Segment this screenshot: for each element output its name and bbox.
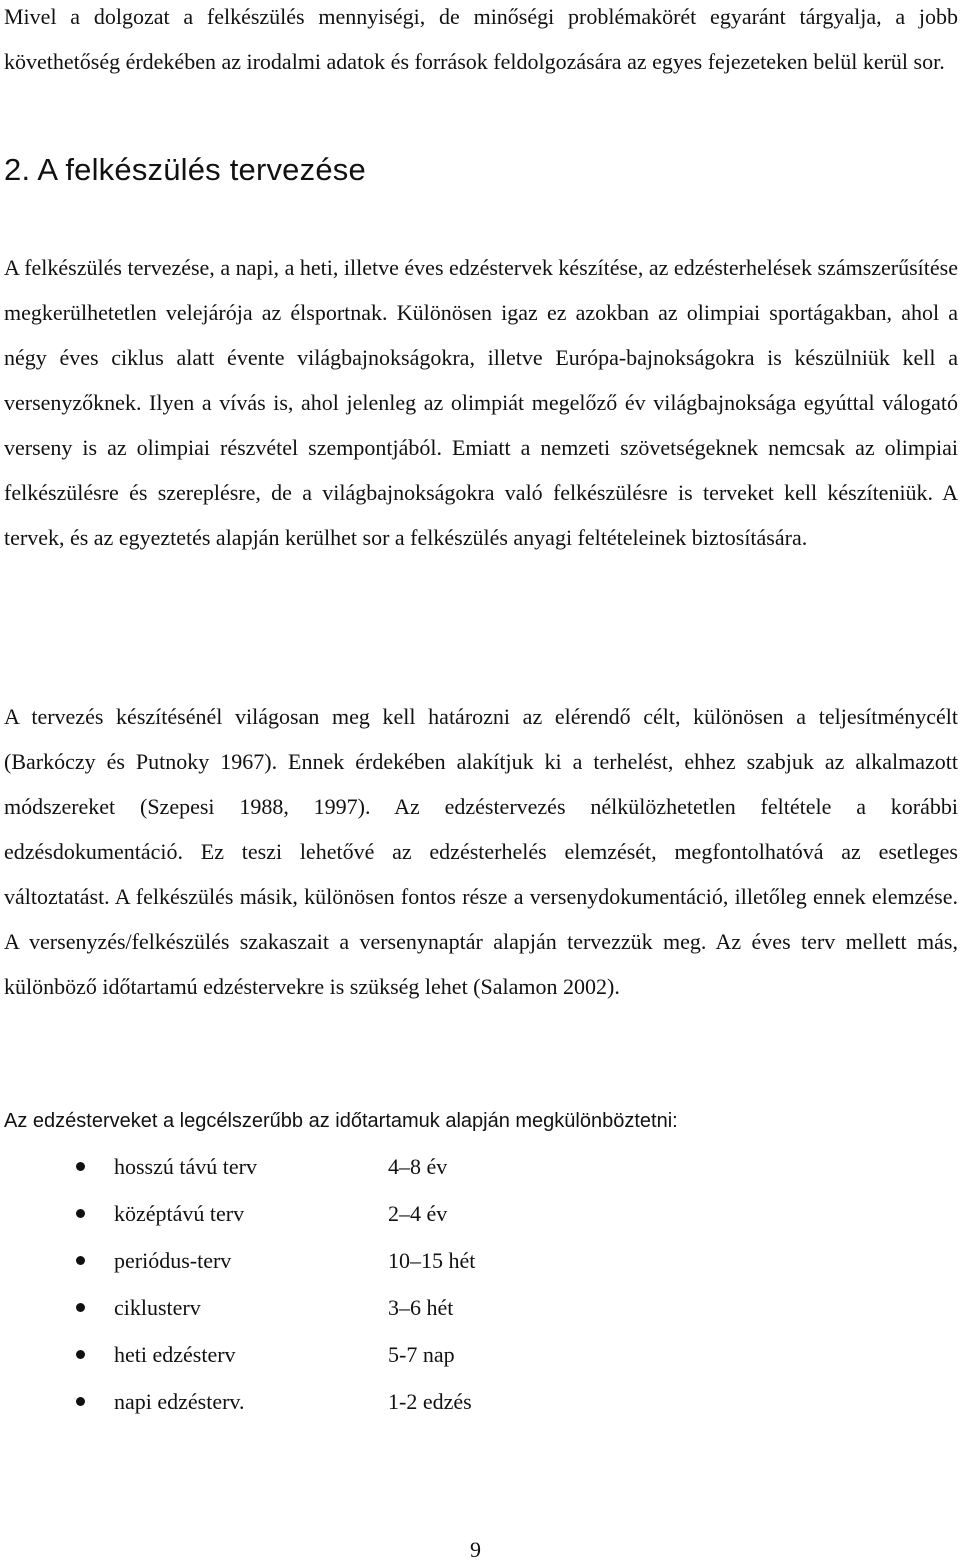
body-paragraph-goals: A tervezés készítésénél világosan meg kell határozni az elérendő célt, különösen a teljesítménycélt (Barkóczy és Putnoky 1967). Ennek érdekében alakítjuk ki a terhelést, ehhez szabjuk az alkalmazott módszereket (Szepesi 1988, 1997). Az edzéstervezés nélkülözhetetlen feltétele a korábbi edzésdokumentáció. Ez teszi lehetővé az edzésterhelés elemzését, megfontolhatóvá az esetleges változtatást. A felkészülés másik, különösen fontos része a versenydokumentáció, illetőleg ennek elemzése. A versenyzés/felkészülés szakaszait a versenynaptár alapján tervezzük meg. Az éves terv mellett más, különböző időtartamú edzéstervekre is szükség lehet (Salamon 2002). — [4, 704, 958, 999]
bullet-icon — [76, 1350, 85, 1359]
plan-duration: 1-2 edzés — [388, 1389, 472, 1414]
bullet-icon — [76, 1209, 85, 1218]
plan-duration: 4–8 év — [388, 1154, 448, 1179]
bullet-icon — [76, 1256, 85, 1265]
page-number: 9 — [470, 1537, 481, 1562]
section-heading: 2. A felkészülés tervezése — [4, 152, 366, 187]
plan-duration: 3–6 hét — [388, 1295, 454, 1320]
bullet-icon — [76, 1303, 85, 1312]
intro-paragraph: Mivel a dolgozat a felkészülés mennyiségi, de minőségi problémakörét egyaránt tárgyalja, a jobb követhetőség érdekében az irodalmi adatok és források feldolgozására az egyes fejezeteken belül kerül sor. — [4, 4, 958, 74]
bullet-icon — [76, 1162, 85, 1171]
body-paragraph-planning: A felkészülés tervezése, a napi, a heti, illetve éves edzéstervek készítése, az edzésterhelések számszerűsítése megkerülhetetlen velejárója az élsportnak. Különösen igaz ez azokban az olimpiai sportágakban, ahol a négy éves ciklus alatt évente világbajnokságokra, illetve Európa-bajnokságokra is készülniük kell a versenyzőknek. Ilyen a vívás is, ahol jelenleg az olimpiát megelőző év világbajnoksága egyúttal válogató verseny is az olimpiai részvétel szempontjából. Emiatt a nemzeti szövetségeknek nemcsak az olimpiai felkészülésre és szereplésre, de a világbajnokságokra való felkészülésre is terveket kell készíteniük. A tervek, és az egyeztetés alapján kerülhet sor a felkészülés anyagi feltételeinek biztosítására. — [4, 255, 958, 550]
plan-term: periódus-terv — [114, 1248, 232, 1273]
plan-duration: 5-7 nap — [388, 1342, 455, 1367]
plan-duration: 10–15 hét — [388, 1248, 476, 1273]
list-intro-text: Az edzésterveket a legcélszerűbb az időtartamuk alapján megkülönböztetni: — [4, 1110, 678, 1132]
bullet-icon — [76, 1397, 85, 1406]
plan-term: ciklusterv — [114, 1295, 201, 1320]
plan-term: heti edzésterv — [114, 1342, 236, 1367]
plan-term: hosszú távú terv — [114, 1154, 257, 1179]
plan-duration: 2–4 év — [388, 1201, 448, 1226]
plan-term: középtávú terv — [114, 1201, 245, 1226]
plan-term: napi edzésterv. — [114, 1389, 245, 1414]
